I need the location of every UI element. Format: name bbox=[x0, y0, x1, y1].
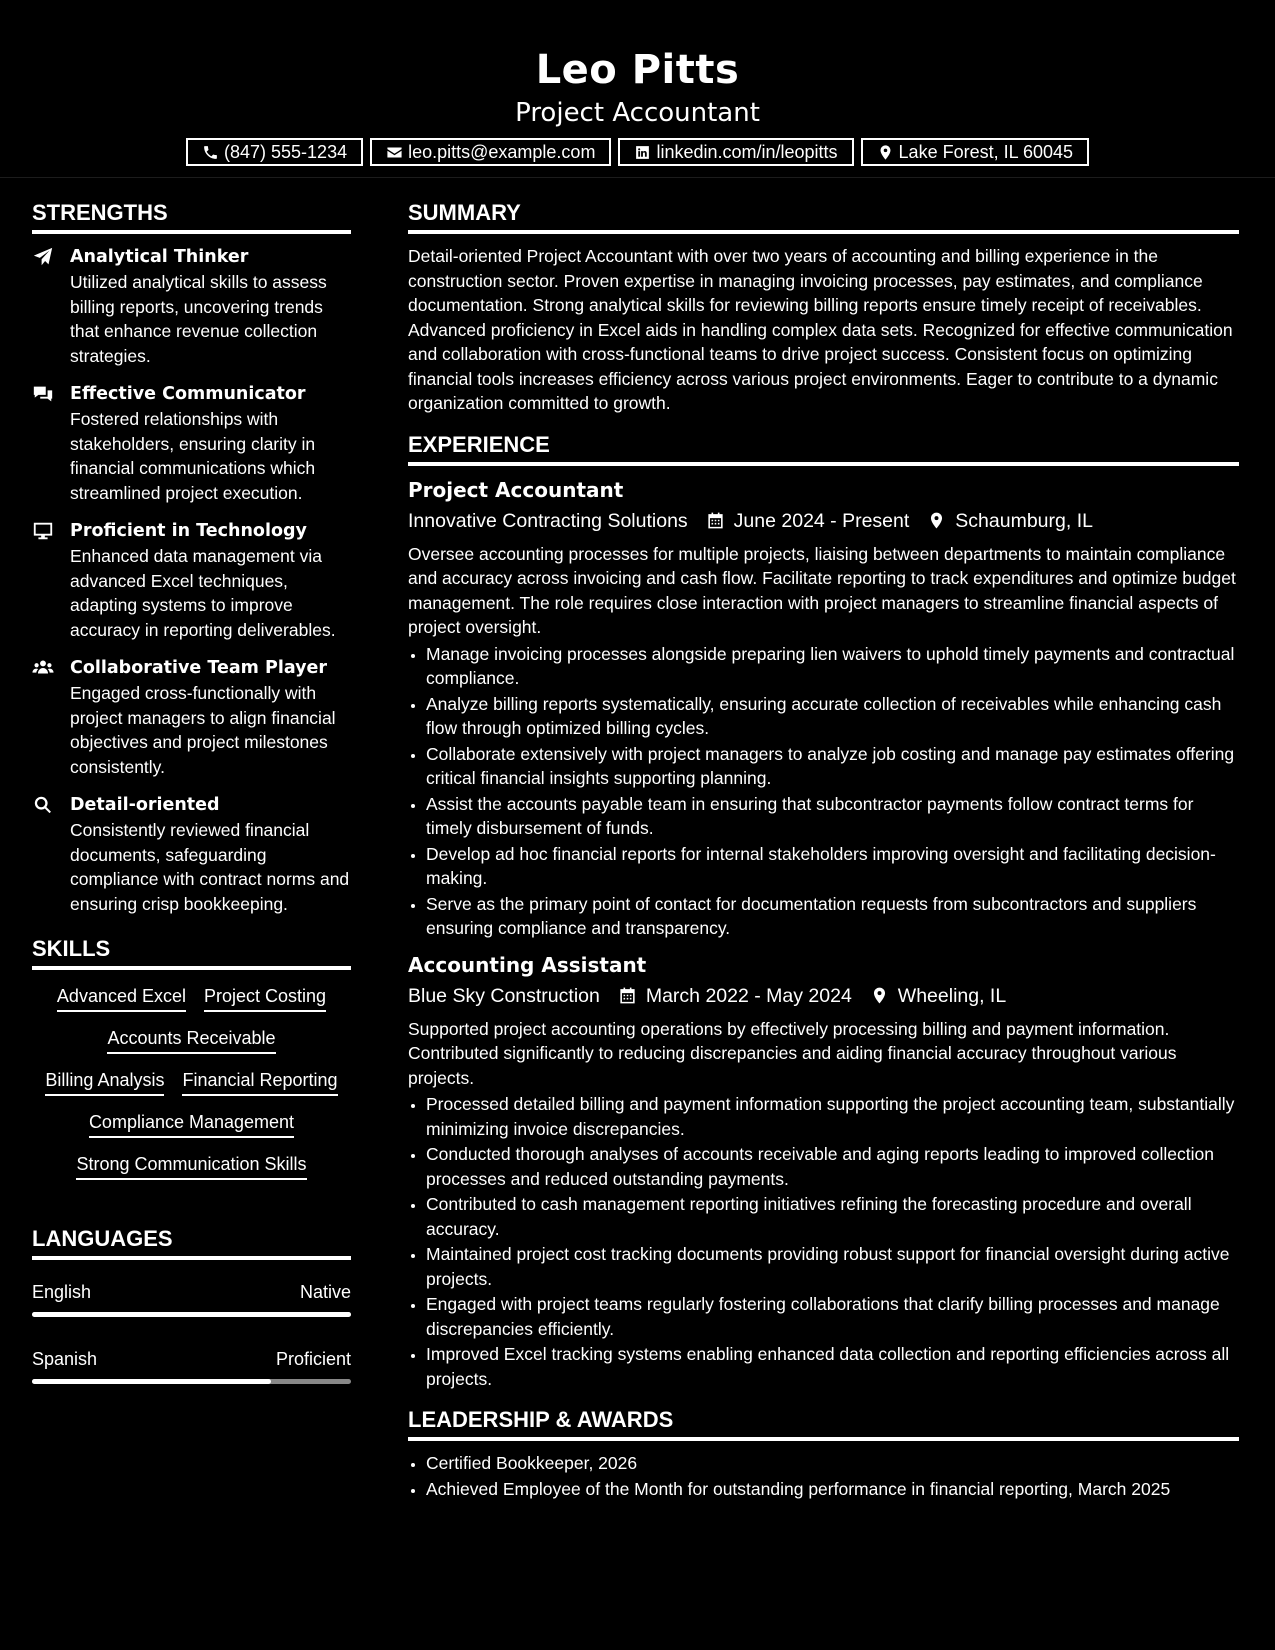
awards-list bbox=[408, 1451, 1239, 1501]
strength-title: Collaborative Team Player bbox=[70, 658, 328, 678]
job-bullet: • Improved Excel tracking systems enabling enhanced data collection and reporting efficiencies across all projects. bbox=[426, 1342, 1239, 1391]
experience-heading: EXPERIENCE bbox=[408, 430, 1239, 466]
strength-title: Analytical Thinker bbox=[70, 247, 249, 267]
skill-tag: Billing Analysis bbox=[45, 1068, 164, 1096]
language-proficiency-bar bbox=[32, 1379, 351, 1384]
job-bullet: • Analyze billing reports systematically, ensuring accurate collection of receivables while enhancing cash flow through optimized billing cycles. bbox=[426, 692, 1239, 741]
candidate-name: Leo Pitts bbox=[535, 47, 740, 93]
strength-item bbox=[32, 244, 351, 368]
job-bullet: • Contributed to cash management reporting initiatives refining the forecasting procedure and overall accuracy. bbox=[426, 1192, 1239, 1241]
linkedin-icon bbox=[634, 144, 651, 161]
job-title: Accounting Assistant bbox=[408, 952, 647, 977]
job-location: Wheeling, IL bbox=[897, 984, 1007, 1007]
chat-bubbles-icon bbox=[32, 383, 54, 405]
contact-linkedin[interactable] bbox=[618, 138, 853, 166]
contact-bar bbox=[0, 138, 1275, 166]
candidate-title: Project Accountant bbox=[515, 98, 760, 128]
desktop-icon bbox=[32, 520, 54, 542]
languages-heading: LANGUAGES bbox=[32, 1224, 351, 1260]
summary-text: Detail-oriented Project Accountant with over two years of accounting and billing experience in the construction sector. Proven expertise in managing invoicing processes, pay estimates, and compliance documentation. Strong analytical skills for reviewing billing reports ensure timely receipt of receivables. Advanced proficiency in Excel aids in handling complex data sets. Recognized for effective communication and collaboration with cross-functional teams to drive project success. Consistent focus on optimizing financial tools increases efficiency across various project environments. Eager to contribute to a dynamic organization committed to growth. bbox=[408, 246, 1233, 413]
job-description: Supported project accounting operations by effectively processing billing and payment information. Contributed significantly to reducing discrepancies and aiding financial accuracy throughout various projects. bbox=[408, 1018, 1177, 1088]
right-column bbox=[408, 198, 1239, 1502]
award-item: • Certified Bookkeeper, 2026 bbox=[426, 1451, 1239, 1476]
strength-description: Enhanced data management via advanced Excel techniques, adapting systems to improve accuracy in reporting deliverables. bbox=[70, 546, 336, 640]
job-location: Schaumburg, IL bbox=[955, 509, 1093, 532]
skill-tag: Financial Reporting bbox=[182, 1068, 337, 1096]
language-name: English bbox=[32, 1282, 92, 1302]
contact-linkedin-text: linkedin.com/in/leopitts bbox=[656, 141, 838, 162]
strength-item bbox=[32, 381, 351, 505]
map-pin-icon bbox=[927, 511, 946, 530]
strength-description: Fostered relationships with stakeholders, ensuring clarity in financial communications which streamlined project execution. bbox=[70, 409, 316, 503]
users-icon bbox=[32, 657, 54, 679]
search-icon bbox=[32, 794, 54, 816]
award-item: • Achieved Employee of the Month for outstanding performance in financial reporting, March 2025 bbox=[426, 1477, 1239, 1502]
language-item bbox=[32, 1280, 351, 1317]
phone-icon bbox=[202, 144, 219, 161]
strengths-heading: STRENGTHS bbox=[32, 198, 351, 234]
job-company: Blue Sky Construction bbox=[408, 984, 600, 1007]
contact-phone-text: (847) 555-1234 bbox=[224, 141, 348, 162]
map-pin-icon bbox=[870, 986, 889, 1005]
contact-location-text: Lake Forest, IL 60045 bbox=[898, 141, 1073, 162]
job-bullet: • Conducted thorough analyses of accounts receivable and aging reports leading to improved collection processes and reduced outstanding payments. bbox=[426, 1142, 1239, 1191]
strength-title: Proficient in Technology bbox=[70, 521, 307, 541]
strength-description: Utilized analytical skills to assess billing reports, uncovering trends that enhance revenue collection strategies. bbox=[70, 272, 327, 366]
envelope-icon bbox=[386, 144, 403, 161]
awards-heading: LEADERSHIP & AWARDS bbox=[408, 1405, 1239, 1441]
job-dates: June 2024 - Present bbox=[733, 509, 910, 532]
job-description: Oversee accounting processes for multiple projects, liaising between departments to maintain compliance and accuracy across invoicing and cash flow. Facilitate reporting to track expenditures and optimize budget management. The role requires close interaction with project managers to streamline financial aspects of project oversight. bbox=[408, 543, 1236, 637]
skill-tag: Strong Communication Skills bbox=[76, 1152, 306, 1180]
language-name: Spanish bbox=[32, 1349, 98, 1369]
job-bullets bbox=[408, 642, 1239, 941]
job-bullet: • Manage invoicing processes alongside preparing lien waivers to uphold timely payments and contractual compliance. bbox=[426, 642, 1239, 691]
job-entry bbox=[408, 951, 1239, 1392]
contact-email[interactable] bbox=[370, 138, 611, 166]
job-meta bbox=[408, 506, 1239, 536]
strength-item bbox=[32, 655, 351, 779]
skill-tag: Project Costing bbox=[204, 984, 326, 1012]
contact-phone[interactable] bbox=[186, 138, 363, 166]
job-company: Innovative Contracting Solutions bbox=[408, 509, 688, 532]
job-bullet: • Serve as the primary point of contact for documentation requests from subcontractors and suppliers ensuring compliance and transparency. bbox=[426, 892, 1239, 941]
strength-description: Engaged cross-functionally with project managers to align financial objectives and project milestones consistently. bbox=[70, 683, 336, 777]
calendar-icon bbox=[706, 511, 725, 530]
language-level: Native bbox=[299, 1282, 351, 1302]
job-bullet: • Develop ad hoc financial reports for internal stakeholders improving oversight and facilitating decision-making. bbox=[426, 842, 1239, 891]
strength-item bbox=[32, 792, 351, 916]
job-bullet: • Processed detailed billing and payment information supporting the project accounting team, substantially minimizing invoice discrepancies. bbox=[426, 1092, 1239, 1141]
skill-tag: Compliance Management bbox=[89, 1110, 294, 1138]
job-bullet: • Assist the accounts payable team in ensuring that subcontractor payments follow contract terms for timely disbursement of funds. bbox=[426, 792, 1239, 841]
language-item bbox=[32, 1347, 351, 1384]
strength-description: Consistently reviewed financial documents, safeguarding compliance with contract norms and ensuring crisp bookkeeping. bbox=[70, 820, 350, 914]
map-pin-icon bbox=[877, 144, 894, 161]
strength-item bbox=[32, 518, 351, 642]
contact-email-text: leo.pitts@example.com bbox=[408, 141, 596, 162]
skill-tag: Accounts Receivable bbox=[107, 1026, 275, 1054]
job-bullet: • Collaborate extensively with project managers to analyze job costing and manage pay estimates offering critical financial insights supporting planning. bbox=[426, 742, 1239, 791]
skill-tag: Advanced Excel bbox=[57, 984, 186, 1012]
strength-title: Effective Communicator bbox=[70, 384, 306, 404]
skills-list bbox=[32, 984, 351, 1180]
job-bullet: • Maintained project cost tracking documents providing robust support for financial oversight during active projects. bbox=[426, 1242, 1239, 1291]
language-proficiency-bar bbox=[32, 1312, 351, 1317]
job-bullet: • Engaged with project teams regularly fostering collaborations that clarify billing processes and manage discrepancies efficiently. bbox=[426, 1292, 1239, 1341]
resume-header bbox=[0, 0, 1275, 178]
calendar-icon bbox=[618, 986, 637, 1005]
summary-heading: SUMMARY bbox=[408, 198, 1239, 234]
job-bullets bbox=[408, 1092, 1239, 1391]
strength-title: Detail-oriented bbox=[70, 795, 220, 815]
left-column bbox=[32, 198, 351, 1414]
paper-plane-icon bbox=[32, 246, 54, 268]
job-title: Project Accountant bbox=[408, 477, 624, 502]
contact-location[interactable] bbox=[861, 138, 1089, 166]
skills-heading: SKILLS bbox=[32, 934, 351, 970]
job-entry bbox=[408, 476, 1239, 941]
language-level: Proficient bbox=[275, 1349, 351, 1369]
job-meta bbox=[408, 981, 1239, 1011]
job-dates: March 2022 - May 2024 bbox=[645, 984, 852, 1007]
